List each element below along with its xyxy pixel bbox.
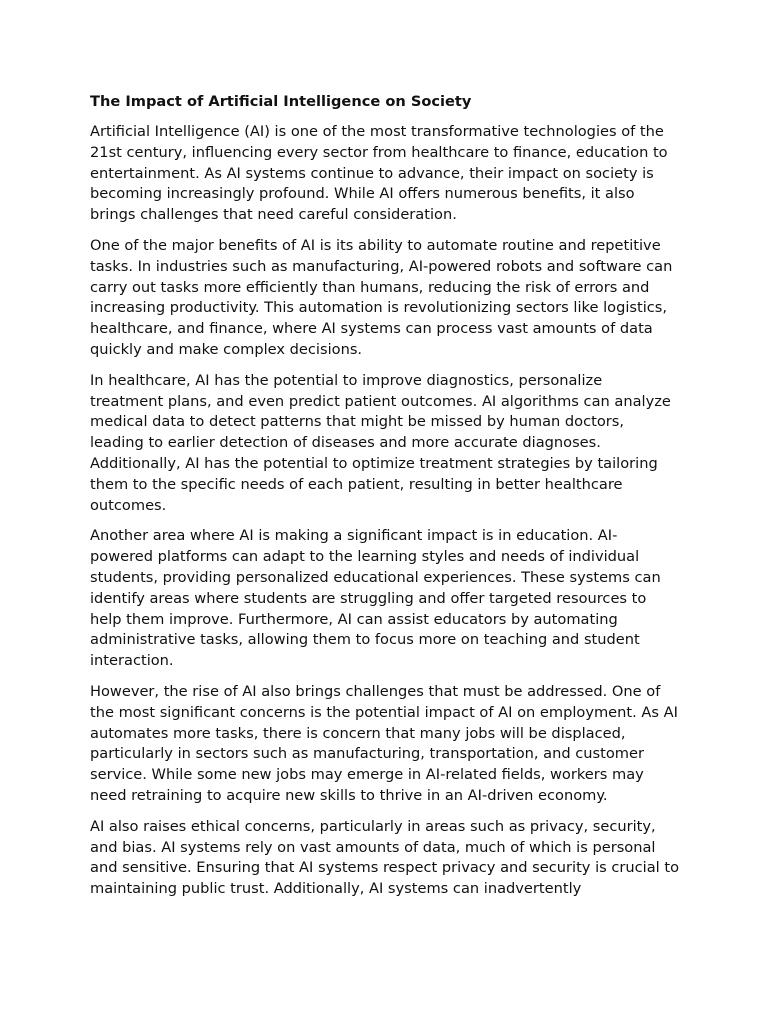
paragraph-healthcare: In healthcare, AI has the potential to improve diagnostics, personalize treatment plans, and even predict patient outcomes. AI algorithms can analyze medical data to detect patterns that might be missed by human doctors, leading to earlier detection of diseases and more accurate diagnoses. Additionally, AI has the potential to optimize treatment strategies by tailoring them to the specific needs of each patient, resulting in better healthcare outcomes. [90,371,671,514]
document-page [90,91,680,910]
paragraph-education: Another area where AI is making a significant impact is in education. AI-powered platforms can adapt to the learning styles and needs of individual students, providing personalized educational experiences. These systems can identify areas where students are struggling and offer targeted resources to help them improve. Furthermore, AI can assist educators by automating administrative tasks, allowing them to focus more on teaching and student interaction. [90,527,661,670]
paragraph-intro: Artificial Intelligence (AI) is one of the most transformative technologies of the 21st century, influencing every sector from healthcare to finance, education to entertainment. As AI systems continue to advance, their impact on society is becoming increasingly profound. While AI offers numerous benefits, it also brings challenges that need careful consideration. [90,123,668,224]
paragraph-ethics: AI also raises ethical concerns, particularly in areas such as privacy, security, and bias. AI systems rely on vast amounts of data, much of which is personal and sensitive. Ensuring that AI systems respect privacy and security is crucial to maintaining public trust. Additionally, AI systems can inadvertently [90,817,680,898]
paragraph-automation: One of the major benefits of AI is its ability to automate routine and repetitive tasks. In industries such as manufacturing, AI-powered robots and software can carry out tasks more efficiently than humans, reducing the risk of errors and increasing productivity. This automation is revolutionizing sectors like logistics, healthcare, and finance, where AI systems can process vast amounts of data quickly and make complex decisions. [90,236,673,358]
document-title: The Impact of Artificial Intelligence on Society [90,93,472,110]
paragraph-employment: However, the rise of AI also brings challenges that must be addressed. One of the most significant concerns is the potential impact of AI on employment. As AI automates more tasks, there is concern that many jobs will be displaced, particularly in sectors such as manufacturing, transportation, and customer service. While some new jobs may emerge in AI-related fields, workers may need retraining to acquire new skills to thrive in an AI-driven economy. [90,682,678,804]
